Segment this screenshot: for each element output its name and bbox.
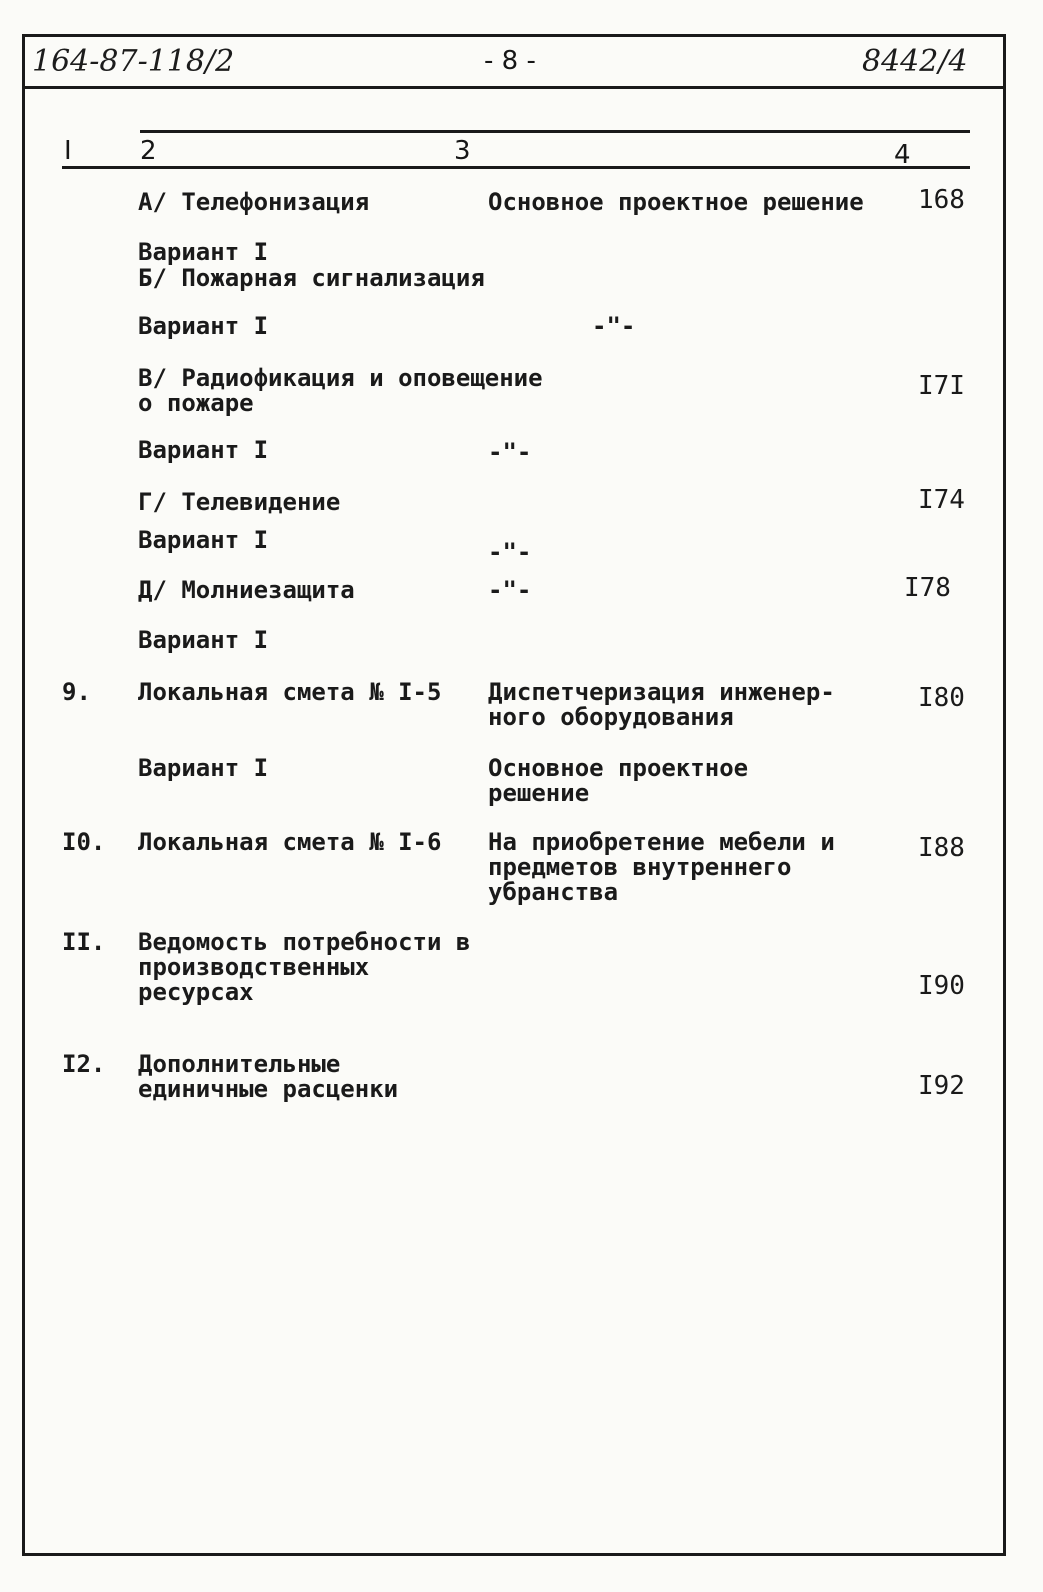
- row-col2: Вариант I: [138, 626, 269, 654]
- row-col3: -"-: [488, 576, 532, 604]
- row-col2: А/ Телефонизация: [138, 188, 370, 216]
- row-col3: -"-: [488, 538, 532, 566]
- row-col2: Д/ Молниезащита: [138, 576, 355, 604]
- row-number: II.: [62, 928, 106, 956]
- page-number: - 8 -: [484, 46, 536, 76]
- row-col3: Основное проектное решение: [488, 188, 864, 216]
- row-col2: Дополнительные единичные расценки: [138, 1050, 399, 1103]
- row-page: I88: [918, 833, 965, 863]
- row-col2: Вариант I: [138, 526, 269, 554]
- row-col3: Диспетчеризация инженер- ного оборудования: [488, 678, 835, 731]
- row-col2: Локальная смета № I-6: [138, 828, 442, 856]
- row-number: I0.: [62, 828, 106, 856]
- row-page: I7I: [918, 371, 965, 401]
- row-number: I2.: [62, 1050, 106, 1078]
- column-header-2: 2: [140, 136, 157, 166]
- row-page: I90: [918, 971, 965, 1001]
- column-header-3: 3: [454, 136, 471, 166]
- row-col2: Г/ Телевидение: [138, 488, 341, 516]
- row-col2: Б/ Пожарная сигнализация: [138, 264, 485, 292]
- inventory-number: 8442/4: [862, 44, 968, 79]
- column-header-4: 4: [894, 140, 911, 170]
- row-col3: На приобретение мебели и предметов внутреннего убранства: [488, 828, 835, 906]
- row-page: 168: [918, 185, 965, 215]
- row-col2: Ведомость потребности в производственных ресурсах: [138, 928, 471, 1006]
- row-number: 9.: [62, 678, 91, 706]
- row-col3: -"-: [488, 438, 532, 466]
- table-top-rule: [140, 130, 970, 133]
- row-page: I92: [918, 1071, 965, 1101]
- row-col3: Основное проектное решение: [488, 754, 749, 807]
- column-header-1: I: [64, 136, 72, 166]
- header-divider: [22, 86, 1006, 89]
- row-col2: В/ Радиофикация и оповещение о пожаре: [138, 364, 543, 417]
- row-col2: Локальная смета № I-5: [138, 678, 442, 706]
- row-page: I74: [918, 485, 965, 515]
- row-col3: -"-: [592, 312, 636, 340]
- table-header-rule: [62, 166, 970, 169]
- row-col2: Вариант I: [138, 436, 269, 464]
- row-col2: Вариант I: [138, 754, 269, 782]
- row-col2: Вариант I: [138, 312, 269, 340]
- row-page: I80: [918, 683, 965, 713]
- row-col2: Вариант I: [138, 238, 269, 266]
- document-code: 164-87-118/2: [32, 44, 235, 79]
- row-page: I78: [904, 573, 951, 603]
